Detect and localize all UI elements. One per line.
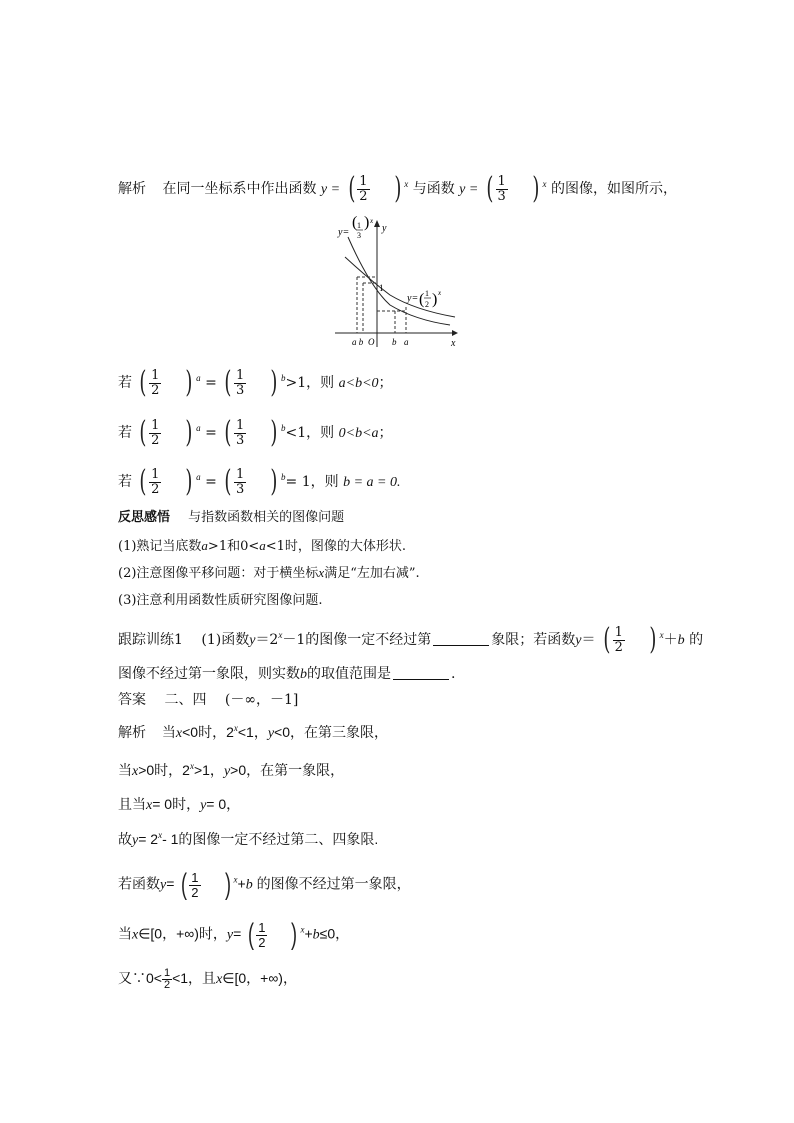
label-tick-right-b: b — [392, 337, 397, 347]
reflection-heading — [118, 508, 344, 528]
label-curve-third: y= — [338, 227, 350, 238]
answer-blank-1 — [433, 631, 489, 646]
y-equals: y = — [320, 182, 341, 197]
analysis2-line-6: 当x∈[0，+∞)时，y= ( $\frac{1}{2}$ ) $^x$+b≤0， — [118, 918, 350, 951]
fraction-third: $\frac{1}{3}$ — [236, 417, 245, 448]
reflection-item-2: (2)注意图像平移问题：对于横坐标x满足“左加右减”. — [118, 565, 420, 581]
label-x-axis: x — [451, 338, 456, 349]
analysis-label: 解析 — [118, 181, 146, 197]
label-curve-third-den: 3 — [357, 231, 361, 240]
training-line-2: 图像不经过第一象限，则实数b的取值范围是 . — [118, 666, 456, 682]
analysis2-line-1: 解析 当x<0时，$2^x<1$，y<0，在第三象限， — [118, 723, 389, 741]
answer-label: 答案 — [118, 692, 146, 708]
fraction-third: $\frac{1}{3}$ — [497, 173, 506, 204]
fraction-half: $\frac{1}{2}$ — [359, 173, 368, 204]
case-line-3: 若 ( $\frac{1}{2}$ ) $^a$ = ( $\frac{1}{3}$ ) $^b$= 1，则 b = a = 0. — [118, 464, 401, 499]
fraction-half: $\frac{1}{2}$ — [151, 466, 160, 497]
label-ticks-left: a b — [352, 337, 364, 347]
analysis-text-1: 在同一坐标系中作出函数 — [162, 181, 317, 197]
label-curve-half-den: 2 — [425, 300, 429, 309]
training-line-1: 跟踪训练1 (1)函数$y=2^x-1$的图像一定不经过第 象限；若函数y＝ ( $\frac{1}{2}$ ) $^x$＋b 的 — [118, 622, 704, 657]
y-axis-arrow — [374, 220, 380, 227]
y-equals-2: y = — [459, 182, 479, 197]
label-curve-half: y= — [407, 293, 419, 304]
exponential-graph — [330, 215, 470, 350]
x-axis-arrow — [452, 330, 458, 336]
analysis2-line-4: 故$y= 2^x-$ 1的图像一定不经过第二、四象限. — [118, 830, 379, 848]
reflection-title: 反思感悟 — [118, 510, 171, 525]
analysis-text-3: 的图像，如图所示， — [550, 181, 677, 197]
label-curve-half-exp: x — [438, 289, 442, 297]
fraction-third: $\frac{1}{3}$ — [236, 367, 245, 398]
answer-line — [118, 690, 298, 710]
answer-value: 二、四 — [164, 692, 207, 708]
case-result-2: 0<b<a — [338, 426, 379, 441]
svg-text:(: ( — [419, 291, 425, 308]
fraction-half-small: $\frac{1}{2}$ — [163, 967, 171, 991]
analysis-intro-line — [118, 171, 677, 206]
fraction-half: $\frac{1}{2}$ — [191, 869, 199, 900]
fraction-half: $\frac{1}{2}$ — [151, 367, 160, 398]
label-curve-third-num: 1 — [357, 221, 361, 230]
case-line-2: 若 ( $\frac{1}{2}$ ) $^a$ = ( $\frac{1}{3}$ ) $^b$<1，则 0<b<a； — [118, 415, 393, 450]
training-title: 跟踪训练1 — [118, 632, 183, 648]
label-curve-third-exp: x — [370, 217, 374, 225]
label-y-axis: y — [382, 223, 387, 234]
curve-one-third — [348, 237, 450, 325]
analysis2-label: 解析 — [118, 724, 146, 740]
analysis2-line-7: 又∵0< $\frac{1}{2}$ <1，且x∈[0，+∞)， — [118, 967, 297, 991]
reflection-item-3: (3)注意利用函数性质研究图像问题. — [118, 593, 323, 608]
paren-half: ( $\frac{1}{2}$ ) — [347, 171, 401, 206]
answer-blank-2 — [393, 665, 449, 680]
paren-third: ( $\frac{1}{3}$ ) — [486, 171, 540, 206]
fraction-half: $\frac{1}{2}$ — [614, 624, 623, 655]
answer-range: (－∞，－1] — [224, 692, 299, 708]
exponent-x: x — [404, 179, 409, 189]
label-origin: O — [368, 337, 375, 347]
case-line-1: 若 ( $\frac{1}{2}$ ) $^a$ = ( $\frac{1}{3}$ ) $^b$>1，则 a<b<0； — [118, 365, 393, 400]
analysis-text-2: 与函数 — [412, 181, 455, 197]
case-result-1: a<b<0 — [338, 376, 379, 391]
fraction-half: $\frac{1}{2}$ — [258, 919, 266, 950]
analysis2-line-3: 且当x= 0时，y= 0， — [118, 796, 241, 813]
case-result-3: b = a = 0. — [343, 475, 401, 490]
label-curve-half-num: 1 — [425, 289, 429, 298]
reflection-item-1: (1)熟记当底数a>1和0<a<1时，图像的大体形状. — [118, 538, 407, 554]
svg-text:(: ( — [352, 215, 358, 231]
exponent-x-2: x — [542, 179, 547, 189]
analysis2-line-2: 当x>0时，$2^x>1$，y>0，在第一象限， — [118, 761, 345, 779]
fraction-third: $\frac{1}{3}$ — [236, 466, 245, 497]
fraction-half: $\frac{1}{2}$ — [151, 417, 160, 448]
label-tick-right-a: a — [404, 337, 409, 347]
label-tick-one: 1 — [379, 283, 384, 293]
analysis2-line-5: 若函数y= ( $\frac{1}{2}$ ) $^x$+b 的图像不经过第一象限， — [118, 868, 411, 901]
svg-text:): ) — [364, 215, 370, 231]
reflection-subtitle: 与指数函数相关的图像问题 — [188, 510, 345, 525]
svg-text:): ) — [432, 291, 438, 308]
